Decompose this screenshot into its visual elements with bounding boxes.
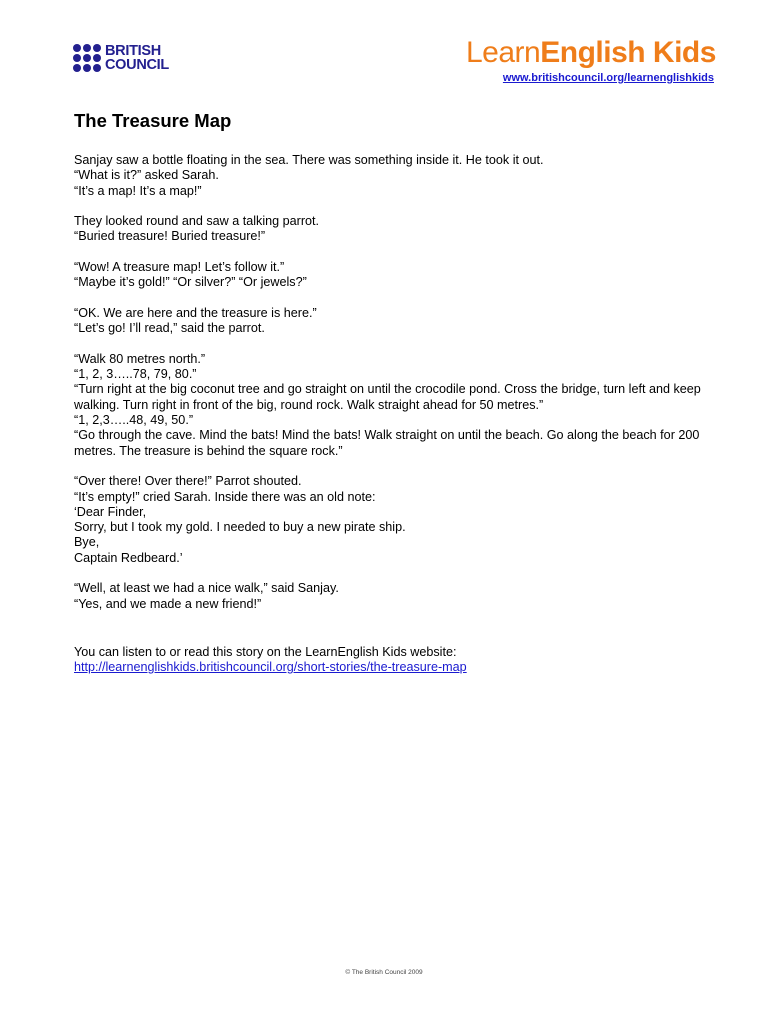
story-body xyxy=(74,153,714,627)
story-line: “Turn right at the big coconut tree and go straight on until the crocodile pond. Cross the bridge, turn left and keep walking. Turn right in front of the big, round rock. Walk straight ahead for 50 metres.” xyxy=(74,382,701,412)
story-line: “Buried treasure! Buried treasure!” xyxy=(74,229,266,244)
story-line: “Yes, and we made a new friend!” xyxy=(74,596,262,611)
story-line: “Wow! A treasure map! Let’s follow it.” xyxy=(74,260,285,275)
story-line: “It’s a map! It’s a map!” xyxy=(74,183,202,198)
story-paragraph xyxy=(74,306,714,337)
story-line: “Well, at least we had a nice walk,” said Sanjay. xyxy=(74,581,339,596)
logo-english-kids: English Kids xyxy=(540,36,716,69)
logo-learn: Learn xyxy=(466,36,541,69)
british-council-dots-icon xyxy=(73,44,101,72)
footer-note xyxy=(74,645,714,676)
story-line: “Maybe it’s gold!” “Or silver?” “Or jewels?” xyxy=(74,275,307,290)
story-link[interactable]: http://learnenglishkids.britishcouncil.org/short-stories/the-treasure-map xyxy=(74,660,467,675)
story-paragraph xyxy=(74,581,714,612)
story-line: “OK. We are here and the treasure is here.” xyxy=(74,305,317,320)
story-line: “What is it?” asked Sarah. xyxy=(74,168,219,183)
story-paragraph xyxy=(74,474,714,566)
learnenglish-kids-logo[interactable] xyxy=(466,36,714,70)
british-council-wordmark: BRITISH COUNCIL xyxy=(105,43,169,73)
story-line: Captain Redbeard.’ xyxy=(74,550,183,565)
story-line: Bye, xyxy=(74,535,100,550)
story-line: ‘Dear Finder, xyxy=(74,504,147,519)
story-line: Sanjay saw a bottle floating in the sea. There was something inside it. He took it out. xyxy=(74,153,544,167)
footer-note-text: You can listen to or read this story on the LearnEnglish Kids website: xyxy=(74,645,457,659)
british-council-logo[interactable] xyxy=(73,42,169,74)
story-paragraph xyxy=(74,153,714,199)
story-line: They looked round and saw a talking parrot. xyxy=(74,214,320,229)
story-paragraph xyxy=(74,352,714,459)
story-paragraph xyxy=(74,214,714,245)
site-link[interactable]: www.britishcouncil.org/learnenglishkids xyxy=(502,72,714,84)
story-line: Sorry, but I took my gold. I needed to buy a new pirate ship. xyxy=(74,520,406,535)
story-line: “Go through the cave. Mind the bats! Mind the bats! Walk straight on until the beach. Go along the beach for 200 metres. The treasure is behind the square rock.” xyxy=(74,428,700,458)
page-title: The Treasure Map xyxy=(74,110,232,131)
story-paragraph xyxy=(74,260,714,291)
story-line: “1, 2, 3…..78, 79, 80.” xyxy=(74,367,197,382)
story-line: “Let’s go! I’ll read,” said the parrot. xyxy=(74,321,265,336)
story-line: “It’s empty!” cried Sarah. Inside there was an old note: xyxy=(74,489,376,504)
copyright-text: © The British Council 2009 xyxy=(345,969,423,976)
story-line: “Over there! Over there!” Parrot shouted. xyxy=(74,474,302,489)
story-line: “1, 2,3…..48, 49, 50.” xyxy=(74,413,194,428)
story-line: “Walk 80 metres north.” xyxy=(74,351,206,366)
